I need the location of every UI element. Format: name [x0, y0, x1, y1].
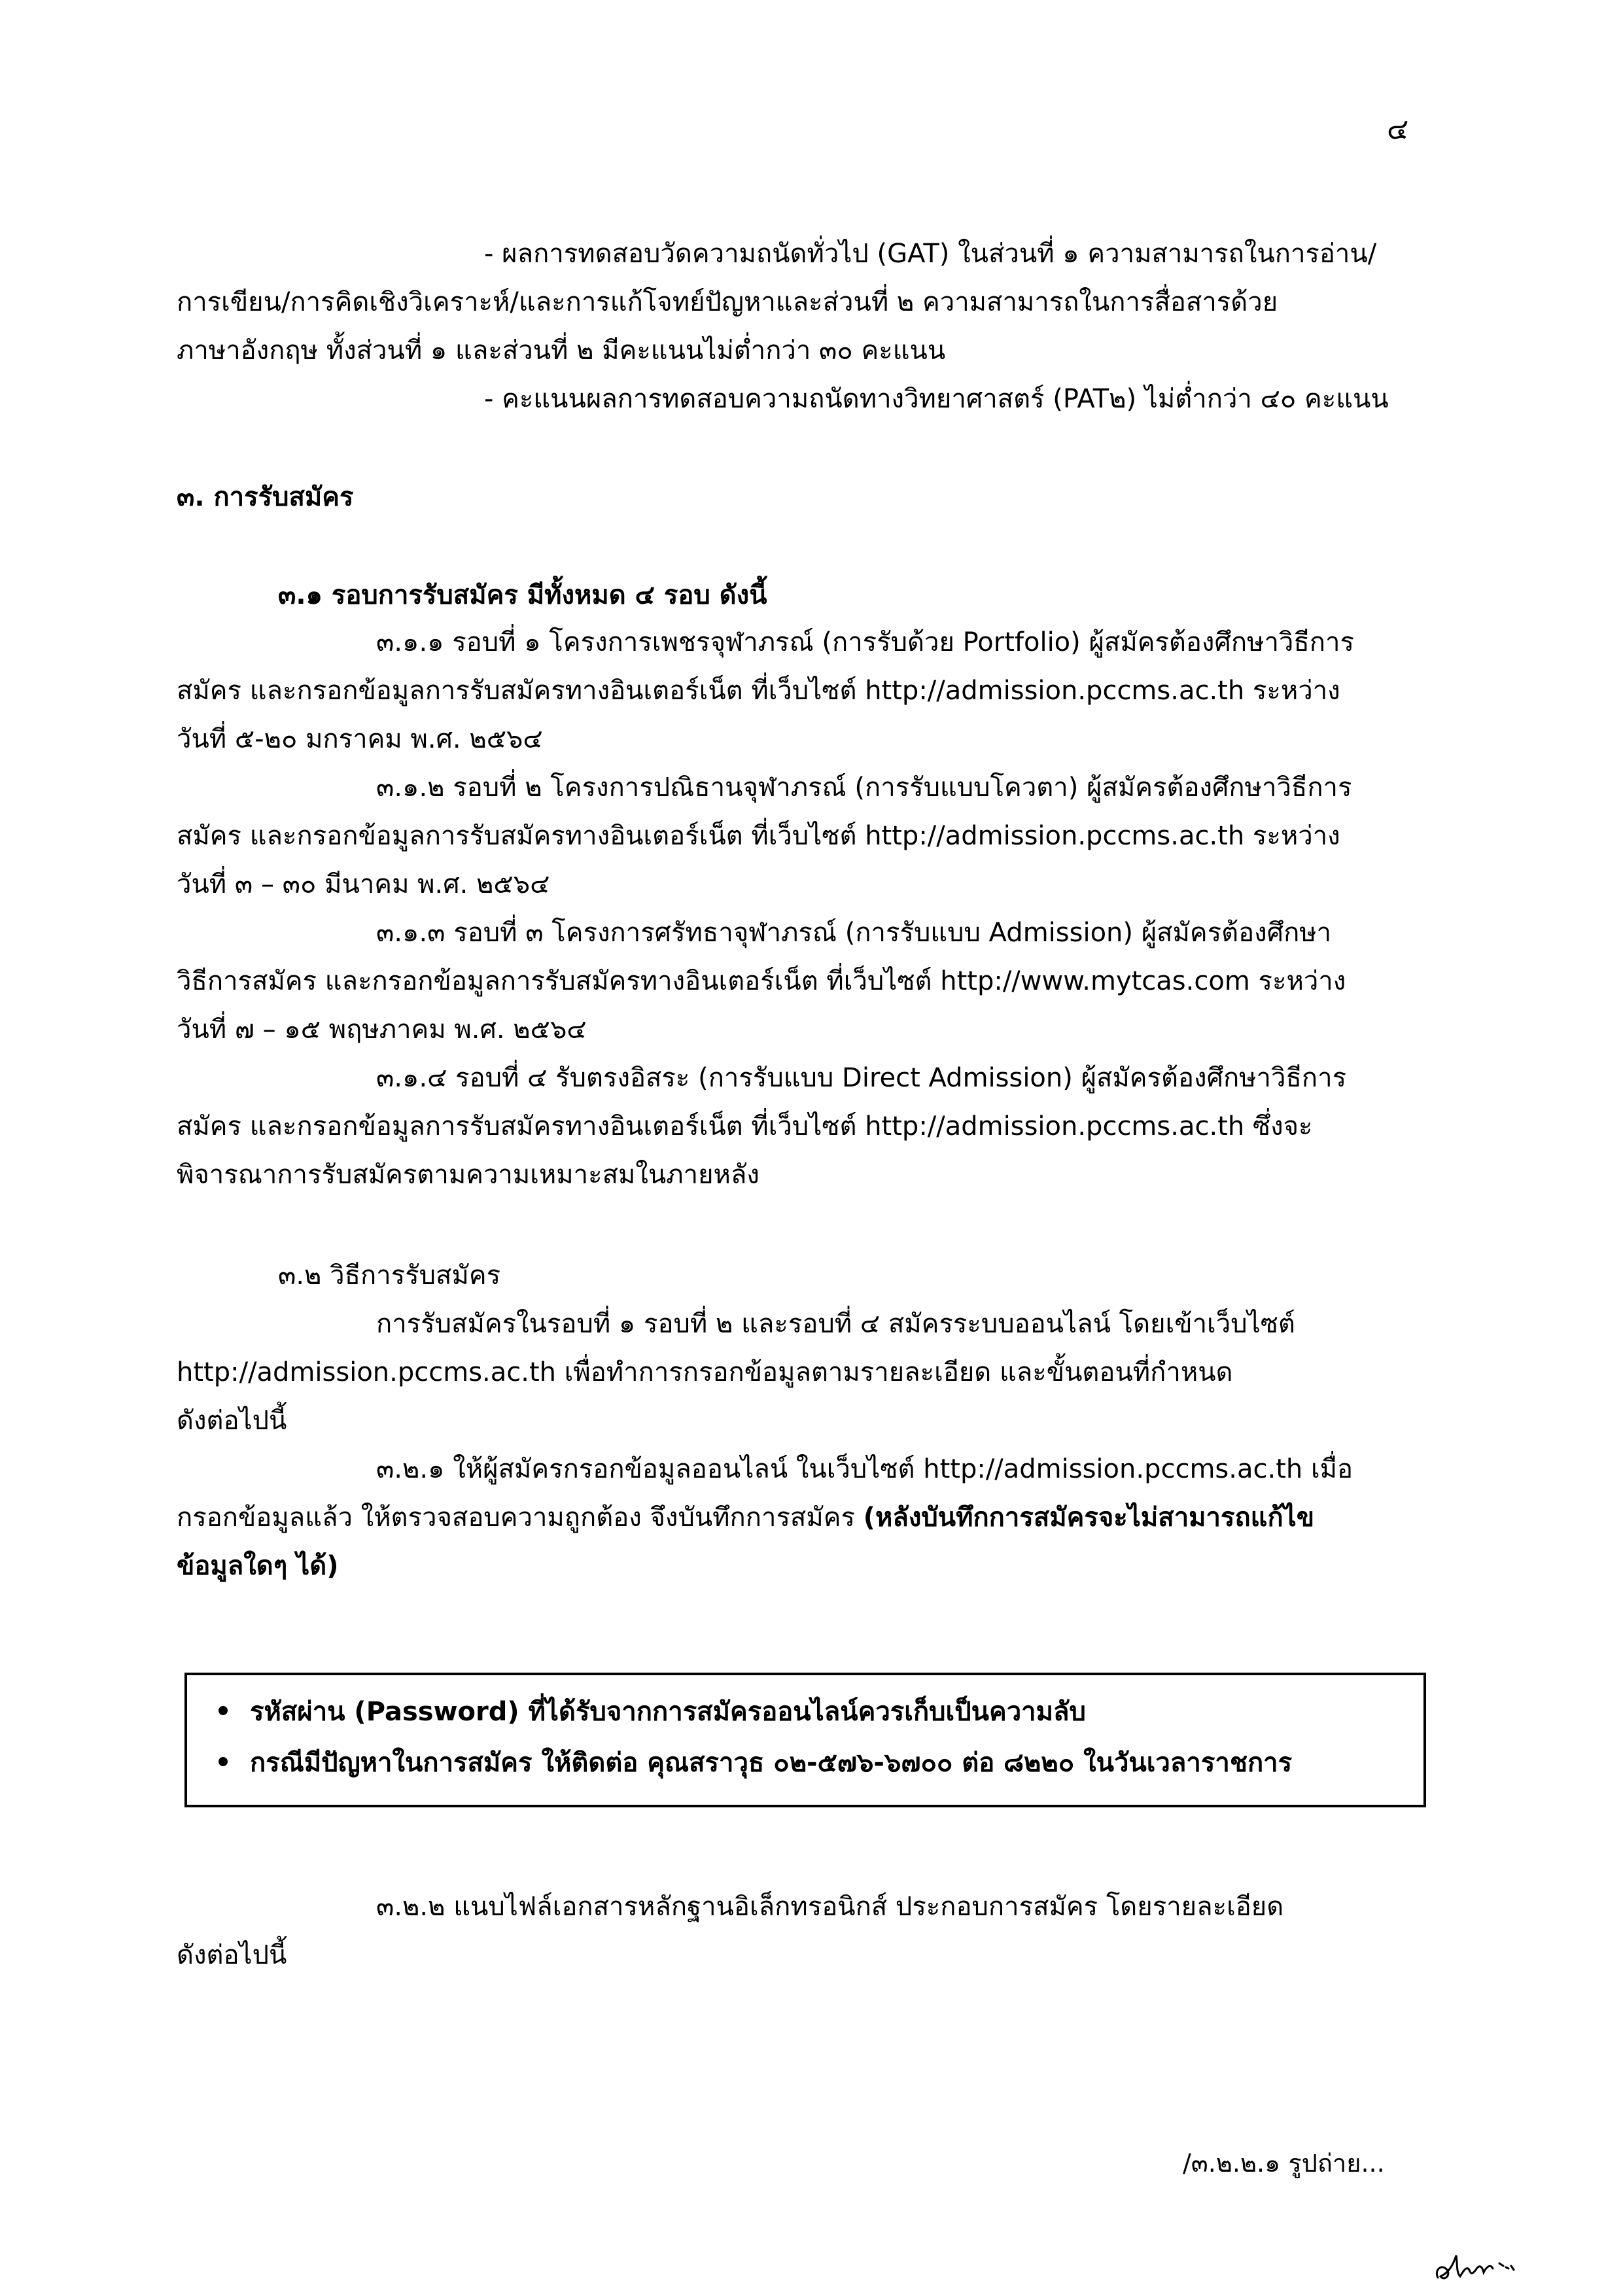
section-3-1-heading: ๓.๑ รอบการรับสมัคร มีทั้งหมด ๔ รอบ ดังนี้ — [278, 580, 767, 610]
step-3-2-1-line-3: ข้อมูลใดๆ ได้) — [177, 1551, 339, 1581]
important-notes-box — [184, 1673, 1426, 1807]
round-2-line-1: ๓.๑.๒ รอบที่ ๒ โครงการปณิธานจุฬาภรณ์ (การรับแบบโควตา) ผู้สมัครต้องศึกษาวิธีการ — [376, 773, 1352, 803]
bullet-icon — [218, 1706, 228, 1715]
step-3-2-1-line-1: ๓.๒.๑ ให้ผู้สมัครกรอกข้อมูลออนไลน์ ในเว็บไซต์ http://admission.pccms.ac.th เมื่อ — [376, 1454, 1353, 1484]
note-item-password — [218, 1692, 1086, 1731]
round-3-line-1: ๓.๑.๓ รอบที่ ๓ โครงการศรัทธาจุฬาภรณ์ (การรับแบบ Admission) ผู้สมัครต้องศึกษา — [376, 918, 1332, 948]
section-3-2-heading: ๓.๒ วิธีการรับสมัคร — [278, 1261, 501, 1291]
gat-line-3: ภาษาอังกฤษ ทั้งส่วนที่ ๑ และส่วนที่ ๒ มีคะแนนไม่ต่ำกว่า ๓๐ คะแนน — [177, 336, 946, 366]
round-4-line-3: พิจารณาการรับสมัครตามความเหมาะสมในภายหลัง — [177, 1160, 759, 1190]
signature-icon — [1430, 2244, 1522, 2289]
round-3-line-2: วิธีการสมัคร และกรอกข้อมูลการรับสมัครทางอินเตอร์เน็ต ที่เว็บไซต์ http://www.mytcas.com ระหว่าง — [177, 966, 1346, 996]
round-3-line-3: วันที่ ๗ – ๑๕ พฤษภาคม พ.ศ. ๒๕๖๔ — [177, 1015, 587, 1045]
section-3-heading: ๓. การรับสมัคร — [177, 482, 354, 512]
round-4-line-1: ๓.๑.๔ รอบที่ ๔ รับตรงอิสระ (การรับแบบ Direct Admission) ผู้สมัครต้องศึกษาวิธีการ — [376, 1063, 1347, 1093]
step-3-2-1-line-2-text: กรอกข้อมูลแล้ว ให้ตรวจสอบความถูกต้อง จึงบันทึกการสมัคร — [177, 1503, 864, 1533]
method-line-2: http://admission.pccms.ac.th เพื่อทำการกรอกข้อมูลตามรายละเอียด และขั้นตอนที่กำหนด — [177, 1357, 1233, 1387]
method-line-3: ดังต่อไปนี้ — [177, 1406, 287, 1436]
round-1-line-3: วันที่ ๕-๒๐ มกราคม พ.ศ. ๒๕๖๔ — [177, 724, 543, 754]
round-2-line-2: สมัคร และกรอกข้อมูลการรับสมัครทางอินเตอร์เน็ต ที่เว็บไซต์ http://admission.pccms.ac.th ระหว่าง — [177, 821, 1340, 851]
step-3-2-1-warning: (หลังบันทึกการสมัครจะไม่สามารถแก้ไข — [863, 1503, 1315, 1533]
round-2-line-3: วันที่ ๓ – ๓๐ มีนาคม พ.ศ. ๒๕๖๔ — [177, 869, 550, 899]
note-item-contact — [218, 1743, 1292, 1783]
method-line-1: การรับสมัครในรอบที่ ๑ รอบที่ ๒ และรอบที่ ๔ สมัครระบบออนไลน์ โดยเข้าเว็บไซต์ — [376, 1309, 1295, 1339]
step-3-2-2-line-1: ๓.๒.๒ แนบไฟล์เอกสารหลักฐานอิเล็กทรอนิกส์ ประกอบการสมัคร โดยรายละเอียด — [376, 1892, 1284, 1922]
step-3-2-2-line-2: ดังต่อไปนี้ — [177, 1940, 287, 1970]
gat-line-2: การเขียน/การคิดเชิงวิเคราะห์/และการแก้โจทย์ปัญหาและส่วนที่ ๒ ความสามารถในการสื่อสารด้วย — [177, 287, 1278, 317]
gat-line-1: - ผลการทดสอบวัดความถนัดทั่วไป (GAT) ในส่วนที่ ๑ ความสามารถในการอ่าน/ — [484, 239, 1377, 269]
note-text: กรณีมีปัญหาในการสมัคร ให้ติดต่อ คุณสราวุธ ๐๒-๕๗๖-๖๗๐๐ ต่อ ๘๒๒๐ ในวันเวลาราชการ — [250, 1748, 1293, 1778]
page-number: ๔ — [1387, 113, 1409, 146]
pat-line: - คะแนนผลการทดสอบความถนัดทางวิทยาศาสตร์ (PAT๒) ไม่ต่ำกว่า ๔๐ คะแนน — [484, 384, 1389, 414]
bullet-icon — [218, 1757, 228, 1766]
round-4-line-2: สมัคร และกรอกข้อมูลการรับสมัครทางอินเตอร์เน็ต ที่เว็บไซต์ http://admission.pccms.ac.th ซึ่งจะ — [177, 1111, 1313, 1141]
round-1-line-2: สมัคร และกรอกข้อมูลการรับสมัครทางอินเตอร์เน็ต ที่เว็บไซต์ http://admission.pccms.ac.th ระหว่าง — [177, 676, 1340, 706]
note-text: รหัสผ่าน (Password) ที่ได้รับจากการสมัครออนไลน์ควรเก็บเป็นความลับ — [250, 1697, 1086, 1727]
step-3-2-1-line-2 — [177, 1498, 1314, 1537]
continuation-reference: /๓.๒.๒.๑ รูปถ่าย... — [1183, 2149, 1385, 2178]
round-1-line-1: ๓.๑.๑ รอบที่ ๑ โครงการเพชรจุฬาภรณ์ (การรับด้วย Portfolio) ผู้สมัครต้องศึกษาวิธีการ — [376, 627, 1354, 657]
